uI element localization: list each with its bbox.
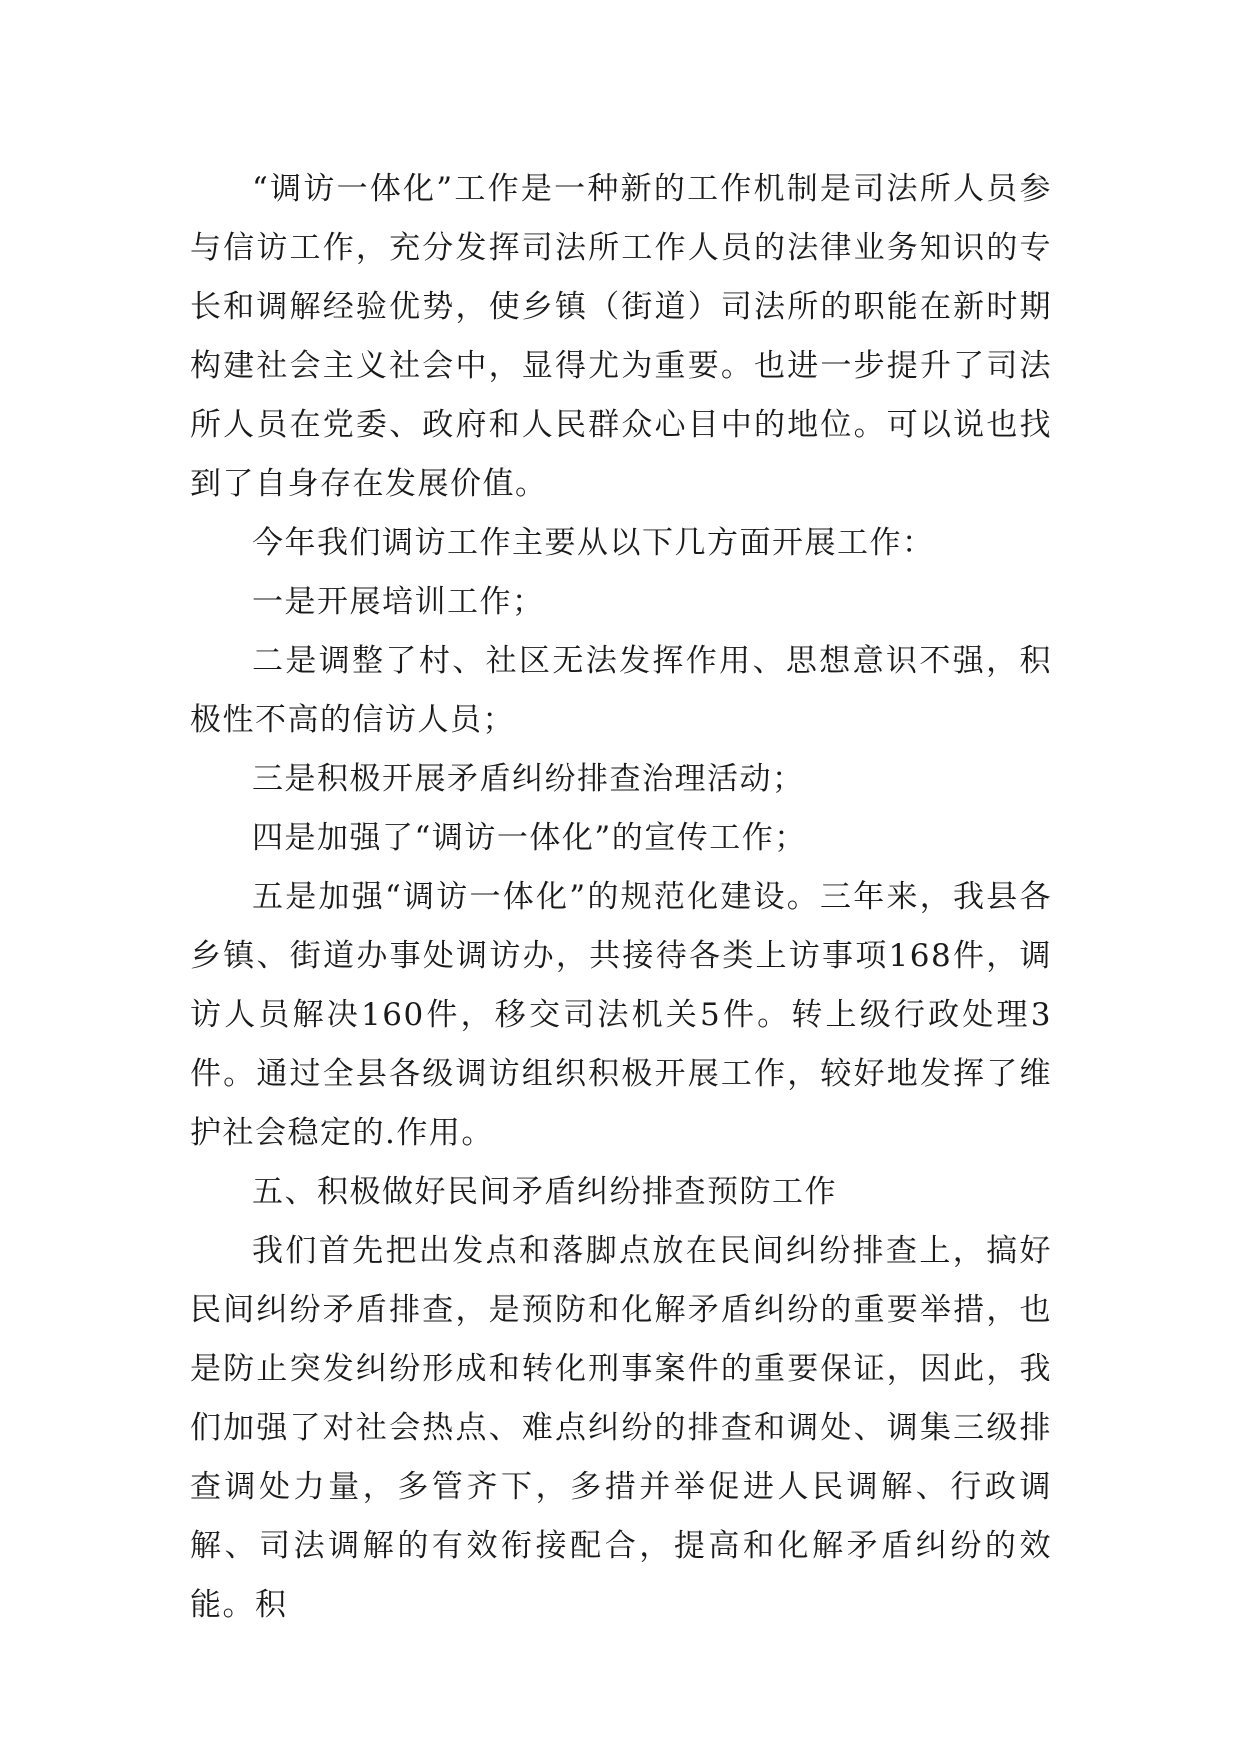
paragraph-intro: “调访一体化”工作是一种新的工作机制是司法所人员参与信访工作，充分发挥司法所工作人员的法律业务知识的专长和调解经验优势，使乡镇（街道）司法所的职能在新时期构建社会主义社会中，显得尤为重要。也进一步提升了司法所人员在党委、政府和人民群众心目中的地位。可以说也找到了自身存在发展价值。 (190, 171, 1052, 502)
section-heading: 五、积极做好民间矛盾纠纷排查预防工作 (252, 1174, 837, 1210)
paragraph-item-5: 五是加强“调访一体化”的规范化建设。三年来，我县各乡镇、街道办事处调访办，共接待各类上访事项168件，调访人员解决160件，移交司法机关5件。转上级行政处理3件。通过全县各级调访组织积极开展工作，较好地发挥了维护社会稳定的.作用。 (190, 879, 1052, 1151)
paragraph-work-aspects: 今年我们调访工作主要从以下几方面开展工作： (252, 525, 935, 561)
paragraph-item-1: 一是开展培训工作； (252, 584, 545, 620)
paragraph-item-4: 四是加强了“调访一体化”的宣传工作； (252, 820, 807, 856)
paragraph-dispute-investigation: 我们首先把出发点和落脚点放在民间纠纷排查上，搞好民间纠纷矛盾排查，是预防和化解矛盾纠纷的重要举措，也是防止突发纠纷形成和转化刑事案件的重要保证，因此，我们加强了对社会热点、难点纠纷的排查和调处、调集三级排查调处力量，多管齐下，多措并举促进人民调解、行政调解、司法调解的有效衔接配合，提高和化解矛盾纠纷的效能。积 (190, 1233, 1052, 1623)
paragraph-item-2: 二是调整了村、社区无法发挥作用、思想意识不强，积极性不高的信访人员； (190, 643, 1052, 738)
paragraph-item-3: 三是积极开展矛盾纠纷排查治理活动； (252, 761, 805, 797)
document-page (190, 160, 1052, 1623)
